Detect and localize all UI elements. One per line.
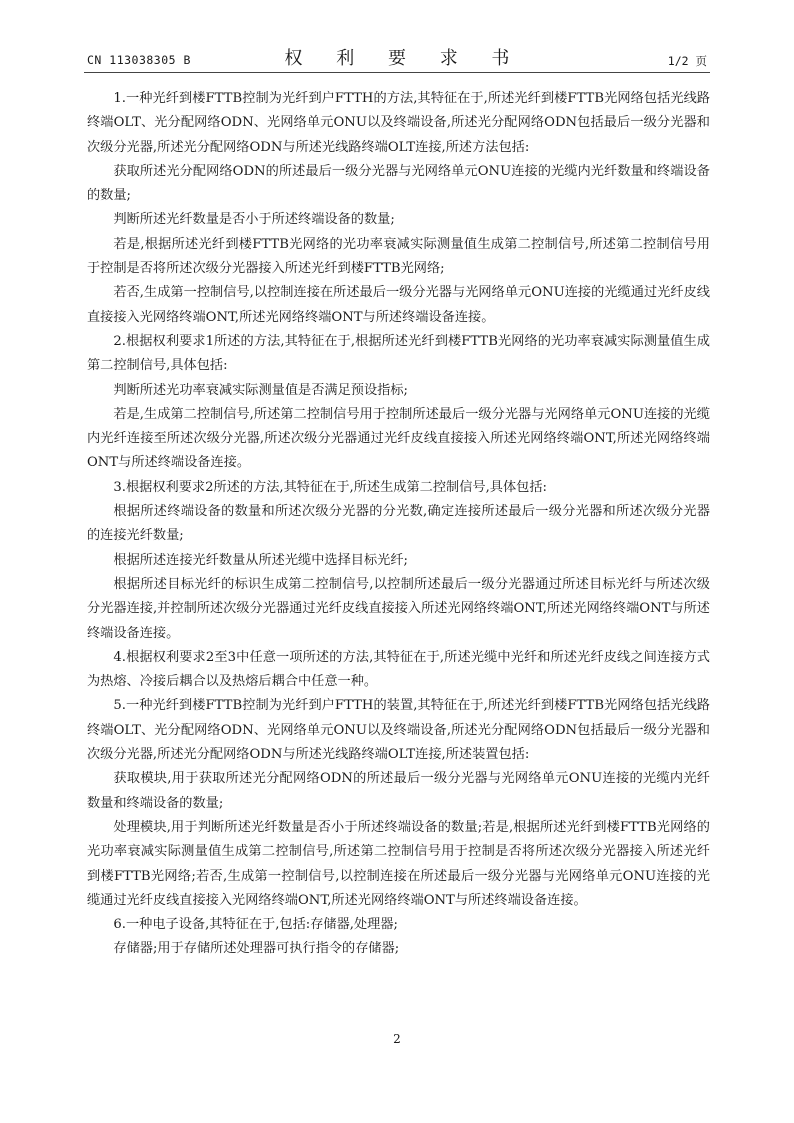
paragraph: 6.一种电子设备,其特征在于,包括:存储器,处理器; xyxy=(113,917,398,933)
paragraph: 判断所述光纤数量是否小于所述终端设备的数量; xyxy=(113,212,395,228)
page-info: 1/2 页 xyxy=(667,54,707,68)
paragraph: 获取所述光分配网络ODN的所述最后一级分光器与光网络单元ONU连接的光缆内光纤数量和终端设备的数量; xyxy=(87,163,710,204)
paragraph: 5.一种光纤到楼FTTB控制为光纤到户FTTH的装置,其特征在于,所述光纤到楼FTTB光网络包括光线路终端OLT、光分配网络ODN、光网络单元ONU以及终端设备,所述光分配网络ODN包括最后一级分光器和次级分光器,所述光分配网络ODN与所述光线路终端OLT连接,所述装置包括: xyxy=(87,698,710,763)
paragraph: 若是,生成第二控制信号,所述第二控制信号用于控制所述最后一级分光器与光网络单元ONU连接的光缆内光纤连接至所述次级分光器,所述次级分光器通过光纤皮线直接接入所述光网络终端ONT,所述光网络终端ONT与所述终端设备连接。 xyxy=(87,406,710,471)
paragraph: 存储器;用于存储所述处理器可执行指令的存储器; xyxy=(113,941,400,957)
claims-body xyxy=(87,87,710,962)
paragraph: 1.一种光纤到楼FTTB控制为光纤到户FTTH的方法,其特征在于,所述光纤到楼FTTB光网络包括光线路终端OLT、光分配网络ODN、光网络单元ONU以及终端设备,所述光分配网络ODN包括最后一级分光器和次级分光器,所述光分配网络ODN与所述光线路终端OLT连接,所述方法包括: xyxy=(87,91,710,155)
page-number: 2 xyxy=(393,1032,401,1046)
paragraph: 处理模块,用于判断所述光纤数量是否小于所述终端设备的数量;若是,根据所述光纤到楼FTTB光网络的光功率衰减实际测量值生成第二控制信号,所述第二控制信号用于控制是否将所述次级分光器接入所述光纤到楼FTTB光网络;若否,生成第一控制信号,以控制连接在所述最后一级分光器与光网络单元ONU连接的光缆通过光纤皮线直接接入光网络终端ONT,所述光网络终端ONT与所述终端设备连接。 xyxy=(87,819,710,908)
page-title: 权 利 要 求 书 xyxy=(284,48,524,69)
paragraph: 获取模块,用于获取所述光分配网络ODN的所述最后一级分光器与光网络单元ONU连接的光缆内光纤数量和终端设备的数量; xyxy=(87,771,710,811)
patent-number: CN 113038305 B xyxy=(87,53,191,67)
paragraph: 判断所述光功率衰减实际测量值是否满足预设指标; xyxy=(113,382,408,398)
paragraph: 根据所述终端设备的数量和所述次级分光器的分光数,确定连接所述最后一级分光器和所述次级分光器的连接光纤数量; xyxy=(87,504,710,544)
paragraph: 根据所述连接光纤数量从所述光缆中选择目标光纤; xyxy=(113,552,408,568)
paragraph: 若否,生成第一控制信号,以控制连接在所述最后一级分光器与光网络单元ONU连接的光缆通过光纤皮线直接接入光网络终端ONT,所述光网络终端ONT与所述终端设备连接。 xyxy=(87,285,710,325)
paragraph: 3.根据权利要求2所述的方法,其特征在于,所述生成第二控制信号,具体包括: xyxy=(113,479,548,495)
paragraph: 2.根据权利要求1所述的方法,其特征在于,根据所述光纤到楼FTTB光网络的光功率衰减实际测量值生成第二控制信号,具体包括: xyxy=(87,333,710,374)
paragraph: 若是,根据所述光纤到楼FTTB光网络的光功率衰减实际测量值生成第二控制信号,所述第二控制信号用于控制是否将所述次级分光器接入所述光纤到楼FTTB光网络; xyxy=(87,236,710,277)
paragraph: 4.根据权利要求2至3中任意一项所述的方法,其特征在于,所述光缆中光纤和所述光纤皮线之间连接方式为热熔、冷接后耦合以及热熔后耦合中任意一种。 xyxy=(87,649,710,690)
paragraph: 根据所述目标光纤的标识生成第二控制信号,以控制所述最后一级分光器通过所述目标光纤与所述次级分光器连接,并控制所述次级分光器通过光纤皮线直接接入所述光网络终端ONT,所述光网络终端ONT与所述终端设备连接。 xyxy=(87,576,710,641)
header-divider xyxy=(84,72,710,73)
